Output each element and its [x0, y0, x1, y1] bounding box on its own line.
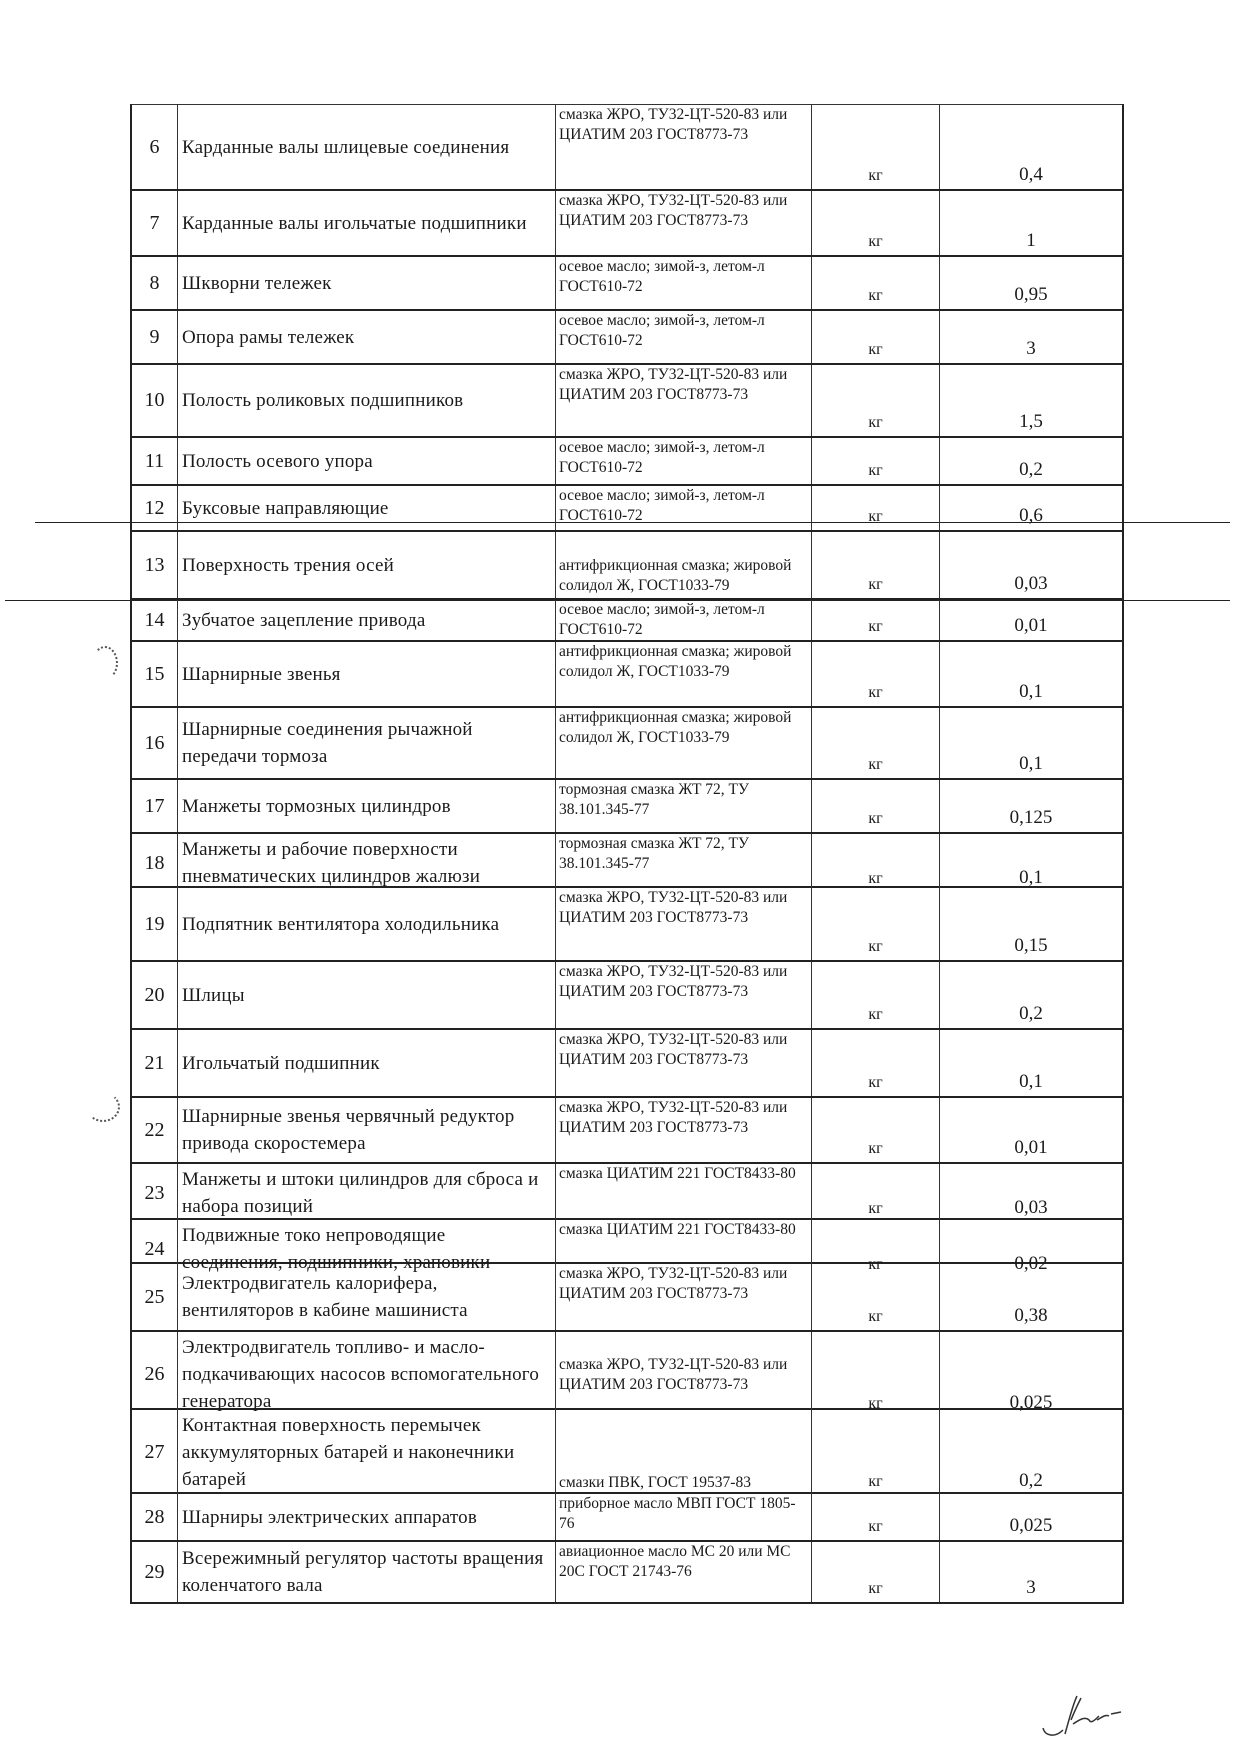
- row-quantity: 0,025: [1009, 1392, 1053, 1413]
- row-unit: кг: [812, 532, 940, 598]
- row-number: 7: [132, 191, 178, 255]
- row-lubricant: смазка ЖРО, ТУ32-ЦТ-520-83 или ЦИАТИМ 203 ГОСТ8773-73: [556, 888, 812, 960]
- scan-artifact-mark: [92, 646, 118, 680]
- row-name: Шлицы: [178, 962, 556, 1028]
- row-quantity: 0,38: [1014, 1305, 1048, 1326]
- row-unit: кг: [812, 962, 940, 1028]
- row-number: 10: [132, 365, 178, 436]
- row-unit: кг: [812, 1542, 940, 1602]
- row-lubricant: тормозная смазка ЖТ 72, ТУ 38.101.345-77: [556, 780, 812, 832]
- row-name: Полость осевого упора: [178, 438, 556, 484]
- row-name: Шарнирные звенья: [178, 642, 556, 706]
- table-row: [132, 1410, 1122, 1494]
- row-unit: кг: [812, 1220, 940, 1278]
- table-row: [132, 486, 1122, 532]
- row-lubricant: смазка ЖРО, ТУ32-ЦТ-520-83 или ЦИАТИМ 203 ГОСТ8773-73: [556, 1098, 812, 1162]
- row-quantity: 0,6: [1019, 505, 1043, 526]
- row-lubricant: осевое масло; зимой-з, летом-л ГОСТ610-72: [556, 600, 812, 640]
- row-lubricant: смазки ПВК, ГОСТ 19537-83: [556, 1410, 812, 1495]
- row-unit: кг: [812, 257, 940, 309]
- row-number: 26: [132, 1332, 178, 1417]
- row-name: Буксовые направляющие: [178, 486, 556, 530]
- row-number: 25: [132, 1264, 178, 1330]
- row-quantity: 0,03: [1014, 1197, 1048, 1218]
- row-unit: кг: [812, 438, 940, 484]
- row-unit: кг: [812, 600, 940, 640]
- row-lubricant: смазка ЦИАТИМ 221 ГОСТ8433-80: [556, 1220, 812, 1278]
- row-lubricant: смазка ЖРО, ТУ32-ЦТ-520-83 или ЦИАТИМ 203 ГОСТ8773-73: [556, 191, 812, 255]
- row-unit: кг: [812, 1332, 940, 1417]
- row-lubricant: смазка ЖРО, ТУ32-ЦТ-520-83 или ЦИАТИМ 203 ГОСТ8773-73: [556, 1332, 812, 1417]
- row-quantity: 0,1: [1019, 867, 1043, 888]
- table-row: [132, 105, 1122, 191]
- row-quantity: 0,2: [1019, 1470, 1043, 1491]
- row-quantity: 0,125: [1009, 807, 1053, 828]
- row-number: 22: [132, 1098, 178, 1162]
- row-number: 8: [132, 257, 178, 309]
- table-row: [132, 1494, 1122, 1542]
- row-number: 19: [132, 888, 178, 960]
- row-unit: кг: [812, 1030, 940, 1096]
- row-unit: кг: [812, 486, 940, 530]
- row-number: 27: [132, 1410, 178, 1495]
- row-number: 16: [132, 708, 178, 778]
- row-quantity: 0,02: [1014, 1253, 1048, 1274]
- row-number: 9: [132, 311, 178, 363]
- row-name: Электродвигатель топливо- и масло-подкачивающих насосов вспомогательного генератора: [178, 1332, 556, 1417]
- row-lubricant: тормозная смазка ЖТ 72, ТУ 38.101.345-77: [556, 834, 812, 892]
- table-row: [132, 888, 1122, 962]
- row-name: Всережимный регулятор частоты вращения коленчатого вала: [178, 1542, 556, 1602]
- lubrication-table: [130, 104, 1124, 1604]
- row-name: Манжеты и штоки цилиндров для сброса и набора позиций: [178, 1164, 556, 1222]
- row-lubricant: осевое масло; зимой-з, летом-л ГОСТ610-72: [556, 257, 812, 309]
- row-quantity: 0,15: [1014, 935, 1048, 956]
- row-quantity: 1,5: [1019, 411, 1043, 432]
- row-lubricant: смазка ЦИАТИМ 221 ГОСТ8433-80: [556, 1164, 812, 1222]
- row-name: Поверхность трения осей: [178, 532, 556, 598]
- row-unit: кг: [812, 1164, 940, 1222]
- row-name: Контактная поверхность перемычек аккумуляторных батарей и наконечники батарей: [178, 1410, 556, 1495]
- row-unit: кг: [812, 1410, 940, 1495]
- table-row: [132, 191, 1122, 257]
- row-number: 6: [132, 105, 178, 189]
- row-quantity: 0,1: [1019, 681, 1043, 702]
- row-lubricant: смазка ЖРО, ТУ32-ЦТ-520-83 или ЦИАТИМ 203 ГОСТ8773-73: [556, 105, 812, 189]
- row-name: Зубчатое зацепление привода: [178, 600, 556, 640]
- row-quantity: 0,1: [1019, 1071, 1043, 1092]
- row-number: 21: [132, 1030, 178, 1096]
- row-unit: кг: [812, 834, 940, 892]
- row-name: Карданные валы игольчатые подшипники: [178, 191, 556, 255]
- row-name: Подвижные токо непроводящие соединения, подшипники, храповики: [178, 1220, 556, 1278]
- table-row: [132, 642, 1122, 708]
- row-lubricant: смазка ЖРО, ТУ32-ЦТ-520-83 или ЦИАТИМ 203 ГОСТ8773-73: [556, 365, 812, 436]
- row-number: 29: [132, 1542, 178, 1602]
- row-lubricant: смазка ЖРО, ТУ32-ЦТ-520-83 или ЦИАТИМ 203 ГОСТ8773-73: [556, 1030, 812, 1096]
- row-name: Шарнирные звенья червячный редуктор привода скоростемера: [178, 1098, 556, 1162]
- row-number: 20: [132, 962, 178, 1028]
- row-lubricant: антифрикционная смазка; жировой солидол Ж, ГОСТ1033-79: [556, 642, 812, 706]
- row-unit: кг: [812, 642, 940, 706]
- table-row: [132, 1542, 1122, 1604]
- row-lubricant: антифрикционная смазка; жировой солидол Ж, ГОСТ1033-79: [556, 708, 812, 778]
- row-number: 24: [132, 1220, 178, 1278]
- row-unit: кг: [812, 1494, 940, 1540]
- table-row: [132, 1220, 1122, 1274]
- row-name: Электродвигатель калорифера, вентиляторов в кабине машиниста: [178, 1264, 556, 1330]
- table-row: [132, 962, 1122, 1030]
- scan-artifact-mark: [86, 1092, 120, 1122]
- row-quantity: 3: [1026, 1577, 1036, 1598]
- row-lubricant: смазка ЖРО, ТУ32-ЦТ-520-83 или ЦИАТИМ 203 ГОСТ8773-73: [556, 1264, 812, 1330]
- row-quantity: 0,2: [1019, 1003, 1043, 1024]
- row-lubricant: осевое масло; зимой-з, летом-л ГОСТ610-72: [556, 486, 812, 530]
- row-unit: кг: [812, 780, 940, 832]
- table-row: [132, 834, 1122, 888]
- row-unit: кг: [812, 365, 940, 436]
- table-row: [132, 438, 1122, 486]
- table-row: [132, 708, 1122, 780]
- row-quantity: 3: [1026, 338, 1036, 359]
- row-number: 17: [132, 780, 178, 832]
- row-unit: кг: [812, 105, 940, 189]
- row-lubricant: приборное масло МВП ГОСТ 1805-76: [556, 1494, 812, 1540]
- row-name: Манжеты тормозных цилиндров: [178, 780, 556, 832]
- table-row: [132, 600, 1122, 642]
- row-name: Опора рамы тележек: [178, 311, 556, 363]
- row-quantity: 0,03: [1014, 573, 1048, 594]
- table-row: [132, 1030, 1122, 1098]
- row-unit: кг: [812, 888, 940, 960]
- row-unit: кг: [812, 1264, 940, 1330]
- row-quantity: 0,2: [1019, 459, 1043, 480]
- row-name: Полость роликовых подшипников: [178, 365, 556, 436]
- row-number: 14: [132, 600, 178, 640]
- row-quantity: 0,4: [1019, 164, 1043, 185]
- row-name: Подпятник вентилятора холодильника: [178, 888, 556, 960]
- row-unit: кг: [812, 708, 940, 778]
- row-number: 11: [132, 438, 178, 484]
- table-row: [132, 1264, 1122, 1332]
- table-row: [132, 780, 1122, 834]
- row-number: 15: [132, 642, 178, 706]
- table-row: [132, 257, 1122, 311]
- row-unit: кг: [812, 1098, 940, 1162]
- row-name: Игольчатый подшипник: [178, 1030, 556, 1096]
- row-quantity: 0,025: [1009, 1515, 1053, 1536]
- table-row: [132, 1164, 1122, 1220]
- row-name: Шкворни тележек: [178, 257, 556, 309]
- row-number: 12: [132, 486, 178, 530]
- row-lubricant: осевое масло; зимой-з, летом-л ГОСТ610-72: [556, 438, 812, 484]
- row-number: 13: [132, 532, 178, 598]
- row-number: 23: [132, 1164, 178, 1222]
- row-lubricant: смазка ЖРО, ТУ32-ЦТ-520-83 или ЦИАТИМ 203 ГОСТ8773-73: [556, 962, 812, 1028]
- table-row: [132, 365, 1122, 438]
- row-unit: кг: [812, 191, 940, 255]
- row-number: 18: [132, 834, 178, 892]
- row-lubricant: осевое масло; зимой-з, летом-л ГОСТ610-72: [556, 311, 812, 363]
- table-row: [132, 1098, 1122, 1164]
- row-quantity: 0,95: [1014, 284, 1048, 305]
- row-name: Карданные валы шлицевые соединения: [178, 105, 556, 189]
- table-row: [132, 311, 1122, 365]
- row-unit: кг: [812, 311, 940, 363]
- signature: [1035, 1690, 1125, 1740]
- row-quantity: 1: [1026, 230, 1036, 251]
- row-quantity: 0,01: [1014, 615, 1048, 636]
- table-row: [132, 1332, 1122, 1413]
- row-lubricant: авиационное масло МС 20 или МС 20С ГОСТ 21743-76: [556, 1542, 812, 1602]
- row-name: Шарнирные соединения рычажной передачи тормоза: [178, 708, 556, 778]
- row-name: Манжеты и рабочие поверхности пневматических цилиндров жалюзи: [178, 834, 556, 892]
- row-lubricant: антифрикционная смазка; жировой солидол Ж, ГОСТ1033-79: [556, 532, 812, 598]
- row-number: 28: [132, 1494, 178, 1540]
- table-row: [132, 532, 1122, 600]
- row-quantity: 0,01: [1014, 1137, 1048, 1158]
- row-name: Шарниры электрических аппаратов: [178, 1494, 556, 1540]
- row-quantity: 0,1: [1019, 753, 1043, 774]
